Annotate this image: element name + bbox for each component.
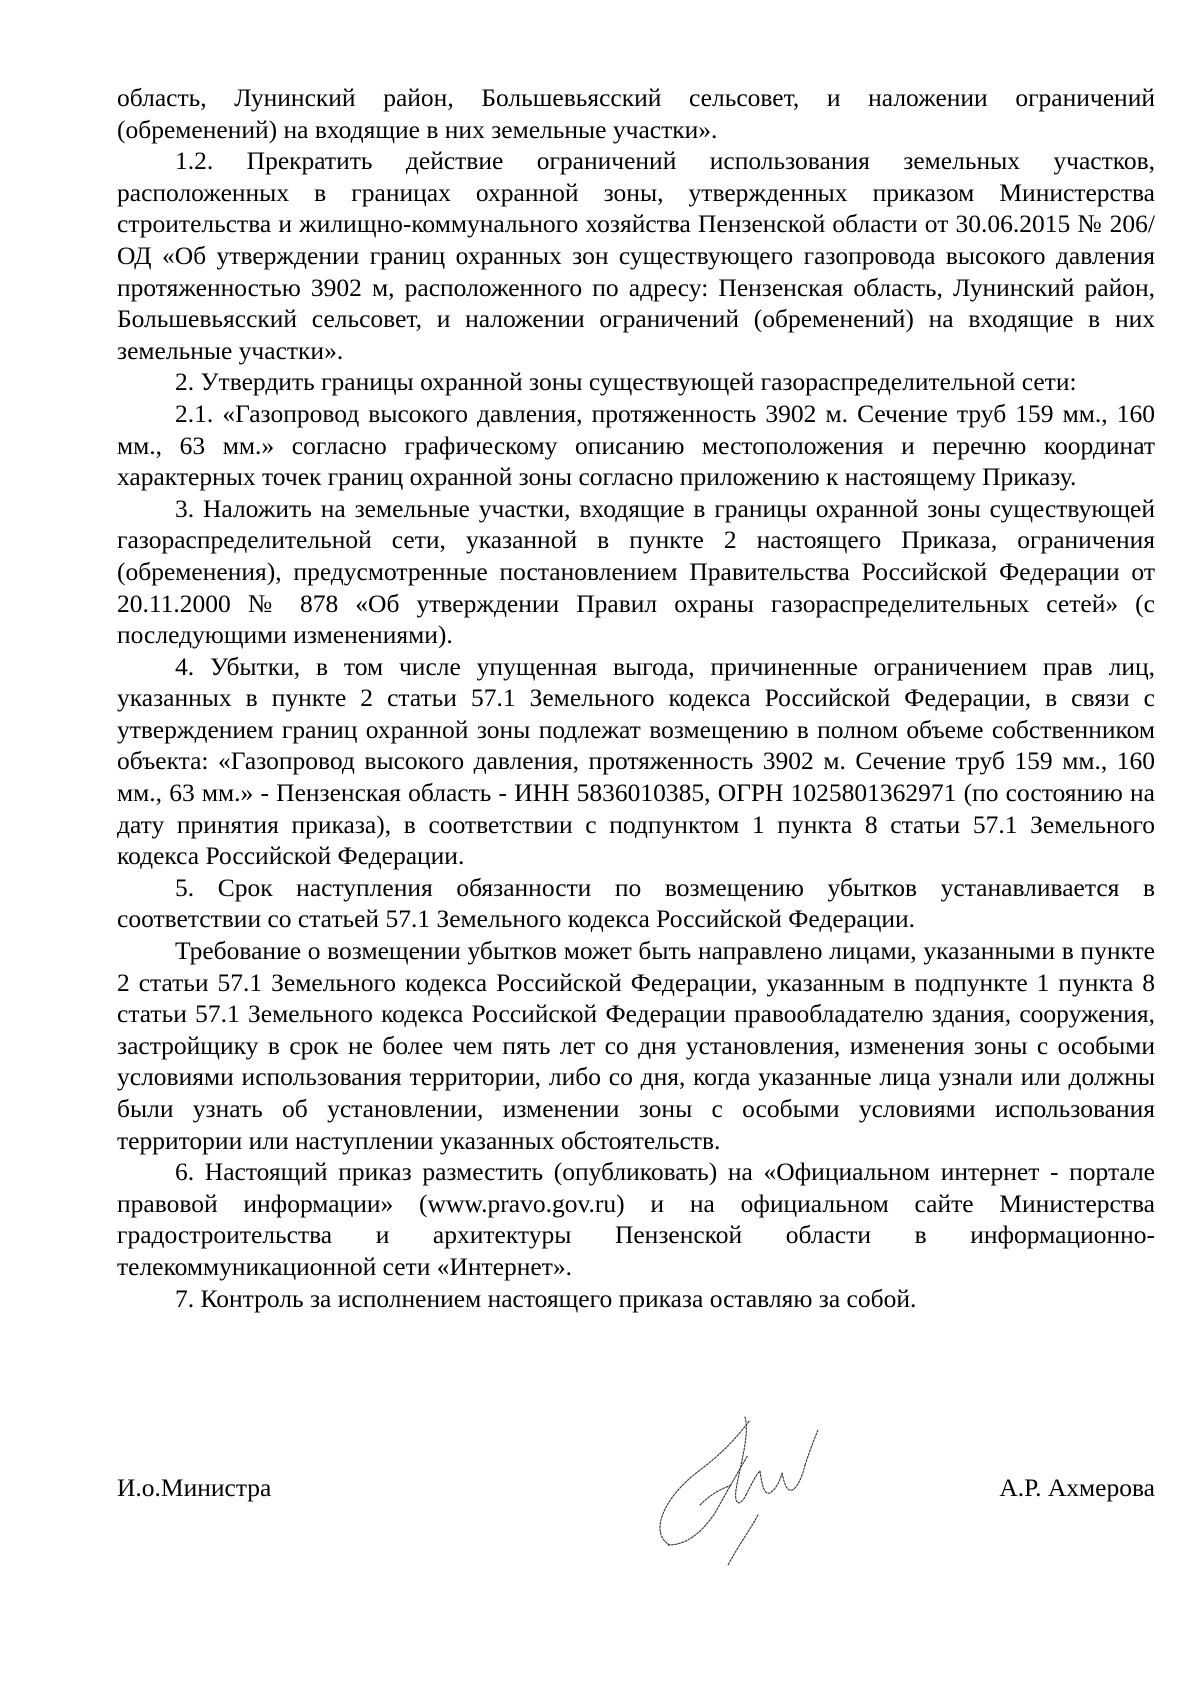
paragraph-4: 4. Убытки, в том числе упущенная выгода, причиненные ограничением прав лиц, указанных в пункте 2 статьи 57.1 Земельного кодекса Российской Федерации, в связи с утверждением границ охранной зоны подлежат возмещению в полном объеме собственником объекта: «Газопровод высокого давления, протяженность 3902 м. Сечение труб 159 мм., 160 мм., 63 мм.» - Пензенская область - ИНН 5836010385, ОГРН 1025801362971 (по состоянию на дату принятия приказа), в соответствии с подпунктом 1 пункта 8 статьи 57.1 Земельного кодекса Российской Федерации. <box>117 651 1155 871</box>
paragraph-6: 6. Настоящий приказ разместить (опубликовать) на «Официальном интернет - портале правовой информации» (www.pravo.gov.ru) и на официальном сайте Министерства градостроительства и архитектуры Пензенской области в информационно-телекоммуникационной сети «Интернет». <box>117 1157 1155 1281</box>
paragraph-5: 5. Срок наступления обязанности по возмещению убытков устанавливается в соответствии со статьей 57.1 Земельного кодекса Российской Федерации. <box>117 872 1155 934</box>
handwritten-signature <box>640 1395 840 1575</box>
signatory-name: А.Р. Ахмерова <box>999 1473 1155 1502</box>
paragraph-2: 2. Утвердить границы охранной зоны существующей газораспределительной сети: <box>175 367 1077 397</box>
signatory-title: И.о.Министра <box>117 1473 272 1502</box>
paragraph-damages-claim: Требование о возмещении убытков может быть направлено лицами, указанными в пункте 2 статьи 57.1 Земельного кодекса Российской Федерации, указанным в подпункте 1 пункта 8 статьи 57.1 Земельного кодекса Российской Федерации правообладателю здания, сооружения, застройщику в срок не более чем пять лет со дня установления, изменения зоны с особыми условиями использования территории, либо со дня, когда указанные лица узнали или должны были узнать об установлении, изменении зоны с особыми условиями использования территории или наступлении указанных обстоятельств. <box>117 936 1155 1155</box>
paragraph-3: 3. Наложить на земельные участки, входящие в границы охранной зоны существующей газораспределительной сети, указанной в пункте 2 настоящего Приказа, ограничения (обременения), предусмотренные постановлением Правительства Российской Федерации от 20.11.2000 № 878 «Об утверждении Правил охраны газораспределительных сетей» (с последующими изменениями). <box>117 493 1155 650</box>
paragraph-2-1: 2.1. «Газопровод высокого давления, протяженность 3902 м. Сечение труб 159 мм., 160 мм., 63 мм.» согласно графическому описанию местоположения и перечню координат характерных точек границ охранной зоны согласно приложению к настоящему Приказу. <box>117 398 1155 492</box>
paragraph-continuation: область, Лунинский район, Большевьясский сельсовет, и наложении ограничений (обременений) на входящие в них земельные участки». <box>117 83 1155 144</box>
document-body <box>117 82 1155 1314</box>
paragraph-1-2: 1.2. Прекратить действие ограничений использования земельных участков, расположенных в границах охранной зоны, утвержденных приказом Министерства строительства и жилищно-коммунального хозяйства Пензенской области от 30.06.2015 № 206/ОД «Об утверждении границ охранных зон существующего газопровода высокого давления протяженностью 3902 м, расположенного по адресу: Пензенская область, Лунинский район, Большевьясский сельсовет, и наложении ограничений (обременений) на входящие в них земельные участки». <box>117 146 1155 365</box>
paragraph-7: 7. Контроль за исполнением настоящего приказа оставляю за собой. <box>175 1283 917 1313</box>
